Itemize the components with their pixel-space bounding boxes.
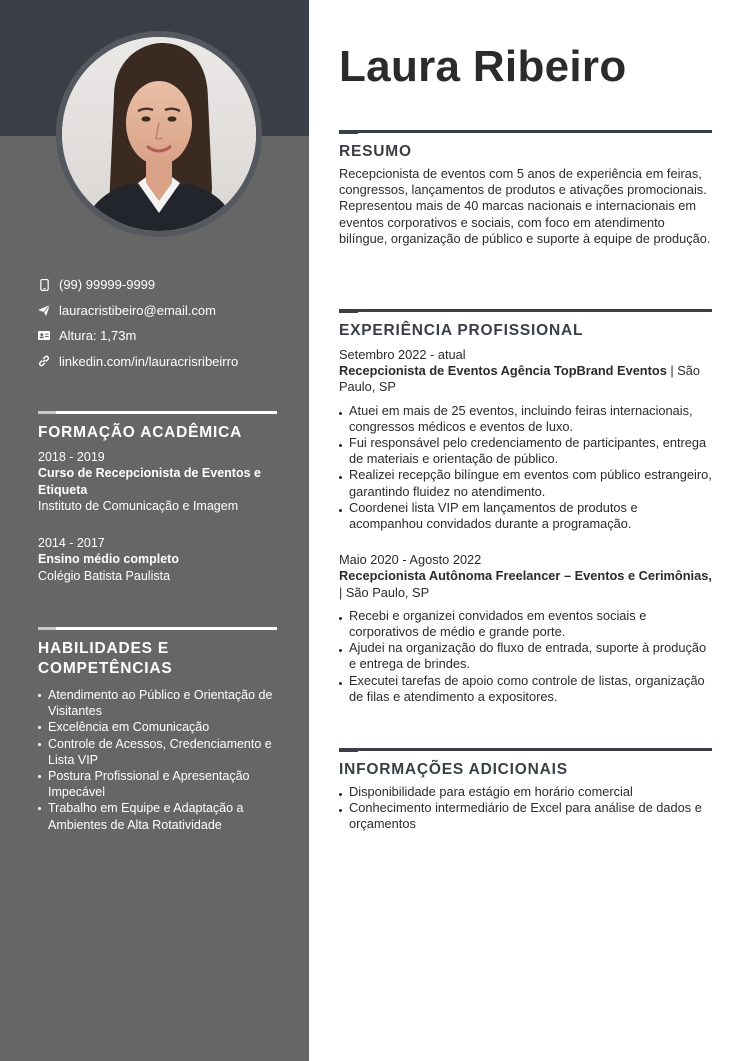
job-bullet: Recebi e organizei convidados em eventos sociais e corporativos de médio e grande porte. bbox=[339, 608, 712, 640]
job-period: Setembro 2022 - atual bbox=[339, 347, 466, 362]
portrait-illustration bbox=[62, 37, 256, 231]
skills-section bbox=[38, 627, 277, 833]
job-period: Maio 2020 - Agosto 2022 bbox=[339, 552, 482, 568]
education-item bbox=[38, 535, 277, 584]
skills-list bbox=[38, 687, 277, 833]
contact-email bbox=[38, 298, 288, 324]
job-bullet: Coordenei lista VIP em lançamentos de produtos e acompanhou convidados durante a programação. bbox=[339, 500, 712, 532]
job-bullet: Executei tarefas de apoio como controle de listas, organização de filas e atendimento a expositores. bbox=[339, 673, 712, 705]
summary-text: Recepcionista de eventos com 5 anos de experiência em feiras, congressos, lançamentos de produtos e ativações promocionais. Representou mais de 40 marcas nacionais e internacionais em eventos corporativos e sociais, com foco em atendimento bilíngue, organização de público e suporte à equipe de produção. bbox=[339, 166, 711, 246]
additional-list bbox=[339, 784, 712, 833]
education-heading: FORMAÇÃO ACADÊMICA bbox=[38, 424, 243, 441]
section-divider bbox=[339, 130, 712, 133]
additional-heading: INFORMAÇÕES ADICIONAIS bbox=[339, 761, 568, 778]
education-course: Curso de Recepcionista de Eventos e Etiqueta bbox=[38, 466, 261, 497]
skill-item: Trabalho em Equipe e Adaptação a Ambientes de Alta Rotatividade bbox=[38, 800, 277, 832]
experience-section bbox=[339, 309, 712, 705]
summary-section bbox=[339, 130, 712, 247]
job-role: Recepcionista de Eventos Agência TopBrand Eventos bbox=[339, 363, 667, 379]
contact-phone bbox=[38, 272, 288, 298]
education-section bbox=[38, 411, 277, 584]
skill-item: Controle de Acessos, Credenciamento e Lista VIP bbox=[38, 736, 277, 768]
section-divider bbox=[339, 309, 712, 312]
education-item bbox=[38, 449, 277, 514]
job-bullet: Realizei recepção bilíngue em eventos com público estrangeiro, garantindo fluidez no atendimento. bbox=[339, 467, 712, 499]
section-divider bbox=[38, 411, 277, 414]
job-bullet: Fui responsável pelo credenciamento de participantes, entrega de materiais e orientação de público. bbox=[339, 435, 712, 467]
profile-photo bbox=[62, 37, 256, 231]
job-role: Recepcionista Autônoma Freelancer – Eventos e Cerimônias, bbox=[339, 568, 712, 584]
job-entry bbox=[339, 552, 712, 705]
education-period: 2014 - 2017 bbox=[38, 536, 105, 551]
section-divider bbox=[38, 627, 277, 630]
job-location: | São Paulo, SP bbox=[339, 584, 430, 600]
education-period: 2018 - 2019 bbox=[38, 450, 105, 464]
education-course: Ensino médio completo bbox=[38, 552, 179, 567]
height-text: Altura: 1,73m bbox=[59, 328, 137, 344]
phone-text: (99) 99999-9999 bbox=[59, 277, 156, 293]
contact-linkedin bbox=[38, 349, 288, 375]
education-institution: Colégio Batista Paulista bbox=[38, 568, 171, 583]
link-icon bbox=[38, 355, 50, 367]
job-location: | São Paulo, SP bbox=[339, 363, 701, 395]
skill-item: Atendimento ao Público e Orientação de Visitantes bbox=[38, 687, 277, 719]
contact-list bbox=[38, 272, 288, 374]
job-bullet: Ajudei na organização do fluxo de entrada, suporte à produção e entrega de brindes. bbox=[339, 640, 712, 672]
job-bullets bbox=[339, 403, 712, 533]
skills-heading: HABILIDADES E COMPETÊNCIAS bbox=[38, 640, 173, 677]
phone-icon bbox=[38, 279, 50, 291]
experience-heading: EXPERIÊNCIA PROFISSIONAL bbox=[339, 322, 584, 339]
section-divider bbox=[339, 748, 712, 751]
summary-heading: RESUMO bbox=[339, 143, 412, 160]
education-institution: Instituto de Comunicação e Imagem bbox=[38, 498, 239, 513]
paper-plane-icon bbox=[38, 304, 50, 316]
candidate-name: Laura Ribeiro bbox=[339, 42, 627, 91]
email-link[interactable]: lauracristibeiro@email.com bbox=[59, 302, 216, 318]
job-bullets bbox=[339, 608, 712, 705]
contact-height bbox=[38, 323, 288, 349]
job-entry bbox=[339, 347, 712, 532]
job-bullet: Atuei em mais de 25 eventos, incluindo feiras internacionais, congressos médicos e eventos de luxo. bbox=[339, 403, 712, 435]
linkedin-link[interactable]: linkedin.com/in/lauracrisribeirro bbox=[59, 353, 239, 369]
skill-item: Postura Profissional e Apresentação Impecável bbox=[38, 768, 277, 800]
id-card-icon bbox=[38, 330, 50, 342]
skill-item: Excelência em Comunicação bbox=[38, 719, 277, 735]
additional-item: Conhecimento intermediário de Excel para análise de dados e orçamentos bbox=[339, 800, 712, 832]
additional-section bbox=[339, 748, 712, 833]
additional-item: Disponibilidade para estágio em horário comercial bbox=[339, 784, 712, 800]
